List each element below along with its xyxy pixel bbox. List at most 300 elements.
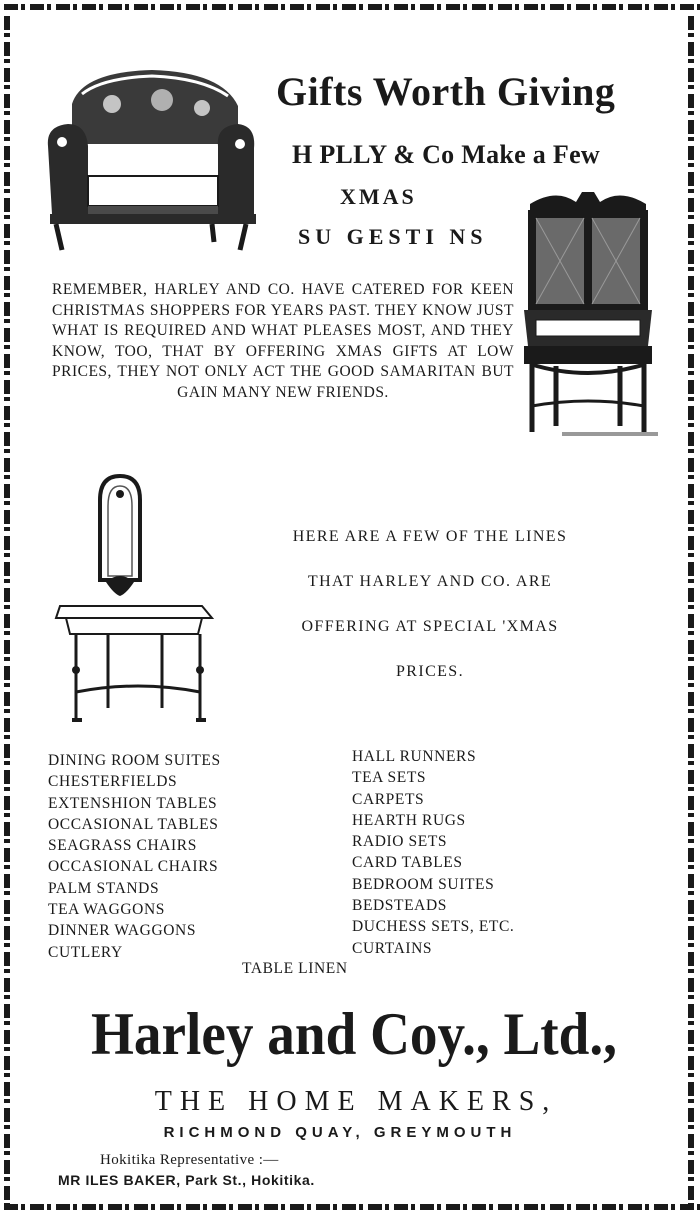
border-dash	[446, 1204, 460, 1210]
border-dash	[688, 120, 694, 134]
border-dash	[688, 822, 694, 836]
border-dash	[186, 4, 200, 10]
border-dash	[688, 354, 694, 368]
border-dash	[688, 1047, 694, 1051]
tagline: THE HOME MAKERS,	[154, 1086, 558, 1117]
border-dash	[4, 172, 10, 186]
border-dash	[654, 4, 668, 10]
list-item: CURTAINS	[352, 939, 433, 957]
border-dash	[4, 137, 10, 141]
border-dash	[4, 163, 10, 167]
border-dash	[134, 4, 148, 10]
list-item: CHESTERFIELDS	[48, 773, 178, 791]
border-dash	[151, 1204, 155, 1210]
border-dash	[281, 1204, 285, 1210]
border-dash	[4, 1047, 10, 1051]
list-item: HALL RUNNERS	[352, 748, 477, 765]
border-dash	[688, 406, 694, 420]
border-dash	[4, 796, 10, 810]
armchair-illustration	[42, 64, 260, 254]
border-dash	[688, 293, 694, 297]
border-dash	[688, 709, 694, 713]
subheading-suggestions: SU GESTI NS	[298, 224, 488, 249]
border-dash	[688, 1021, 694, 1025]
border-dash	[688, 458, 694, 472]
border-dash	[688, 770, 694, 784]
border-dash	[688, 1125, 694, 1129]
border-dash	[264, 4, 278, 10]
representative-label: Hokitika Representative :—	[100, 1152, 279, 1168]
border-dash	[688, 146, 694, 160]
border-dash	[645, 4, 649, 10]
border-dash	[4, 1186, 10, 1200]
border-dash	[515, 1204, 519, 1210]
border-dash	[4, 822, 10, 836]
border-dash	[688, 1134, 694, 1148]
border-dash	[688, 94, 694, 108]
subheading-xmas: XMAS	[340, 184, 417, 209]
border-dash	[688, 423, 694, 427]
border-dash	[333, 1204, 337, 1210]
border-dash	[4, 735, 10, 739]
border-dash	[515, 4, 519, 10]
border-dash	[203, 1204, 207, 1210]
border-dash	[56, 1204, 70, 1210]
border-dash	[4, 1004, 10, 1018]
border-dash	[688, 657, 694, 661]
list-item-table-linen: TABLE LINEN	[242, 960, 348, 977]
border-dash	[394, 4, 408, 10]
border-dash	[602, 1204, 616, 1210]
border-dash	[654, 1204, 668, 1210]
border-dash	[688, 796, 694, 810]
border-dash	[576, 4, 590, 10]
border-dash	[498, 1204, 512, 1210]
company-name: Harley and Coy., Ltd.,	[90, 1001, 617, 1067]
border-dash	[472, 4, 486, 10]
border-dash	[4, 839, 10, 843]
list-item: RADIO SETS	[352, 833, 448, 851]
border-dash	[4, 770, 10, 784]
border-dash	[688, 1177, 694, 1181]
border-dash	[688, 1151, 694, 1155]
border-dash	[4, 380, 10, 394]
border-dash	[576, 1204, 590, 1210]
border-dash	[21, 4, 25, 10]
border-dash	[4, 718, 10, 732]
border-dash	[385, 1204, 389, 1210]
border-dash	[4, 16, 10, 30]
border-dash	[4, 683, 10, 687]
border-dash	[56, 4, 70, 10]
border-dash	[688, 969, 694, 973]
border-dash	[688, 501, 694, 505]
border-dash	[688, 1160, 694, 1174]
border-dash	[4, 1030, 10, 1044]
border-dash	[688, 267, 694, 271]
border-dash	[688, 371, 694, 375]
border-dash	[4, 371, 10, 375]
product-list-left	[48, 750, 221, 963]
border-dash	[4, 432, 10, 446]
border-dash	[4, 59, 10, 63]
border-dash	[125, 4, 129, 10]
border-dash	[342, 4, 356, 10]
border-dash	[47, 4, 51, 10]
border-dash	[4, 666, 10, 680]
lines-intro-line: THAT HARLEY AND CO. ARE	[307, 573, 553, 590]
border-dash	[4, 397, 10, 401]
border-dash	[4, 449, 10, 453]
representative-name: MR ILES BAKER, Park St., Hokitika.	[58, 1172, 315, 1188]
border-dash	[411, 4, 415, 10]
border-dash	[394, 1204, 408, 1210]
border-dash	[4, 68, 10, 82]
border-dash	[688, 978, 694, 992]
border-dash	[688, 848, 694, 862]
subheading-company: H PLLY & Co Make a Few	[292, 140, 600, 169]
border-dash	[688, 787, 694, 791]
border-dash	[4, 94, 10, 108]
border-dash	[688, 189, 694, 193]
border-dash	[4, 562, 10, 576]
border-dash	[4, 33, 10, 37]
border-dash	[4, 484, 10, 498]
border-dash	[688, 1108, 694, 1122]
border-dash	[368, 1204, 382, 1210]
border-dash	[593, 1204, 597, 1210]
border-dash	[688, 215, 694, 219]
border-dash	[342, 1204, 356, 1210]
border-dash	[281, 4, 285, 10]
border-dash	[4, 1073, 10, 1077]
border-dash	[4, 328, 10, 342]
border-dash	[446, 4, 460, 10]
border-dash	[688, 614, 694, 628]
border-dash	[4, 631, 10, 635]
list-item: DINNER WAGGONS	[48, 922, 197, 940]
border-dash	[688, 137, 694, 141]
list-item: EXTENSHION TABLES	[48, 794, 218, 812]
border-dash	[550, 4, 564, 10]
border-dash	[688, 1030, 694, 1044]
border-dash	[316, 4, 330, 10]
border-dash	[82, 1204, 96, 1210]
border-dash	[4, 293, 10, 297]
border-dash	[134, 1204, 148, 1210]
border-dash	[359, 1204, 363, 1210]
border-dash	[628, 4, 642, 10]
border-dash	[688, 111, 694, 115]
bureau-bookcase-illustration	[516, 186, 660, 442]
border-dash	[4, 510, 10, 524]
border-dash	[688, 475, 694, 479]
border-dash	[688, 683, 694, 687]
border-dash	[688, 1099, 694, 1103]
border-dash	[688, 68, 694, 82]
border-dash	[688, 198, 694, 212]
border-dash	[688, 692, 694, 706]
border-dash	[4, 761, 10, 765]
border-dash	[4, 1108, 10, 1122]
border-dash	[316, 1204, 330, 1210]
border-dash	[688, 588, 694, 602]
border-dash	[688, 16, 694, 30]
border-dash	[4, 458, 10, 472]
border-dash	[498, 4, 512, 10]
border-dash	[688, 1203, 694, 1207]
border-dash	[645, 1204, 649, 1210]
list-item: CARPETS	[352, 790, 425, 808]
border-dash	[420, 1204, 434, 1210]
border-dash	[688, 397, 694, 401]
border-dash	[4, 848, 10, 862]
border-dash	[4, 42, 10, 56]
border-dash	[688, 735, 694, 739]
border-dash	[4, 267, 10, 271]
border-dash	[619, 1204, 623, 1210]
border-dash	[680, 4, 694, 10]
border-dash	[4, 1125, 10, 1129]
border-dash	[4, 224, 10, 238]
list-item: OCCASIONAL TABLES	[48, 815, 219, 833]
border-dash	[186, 1204, 200, 1210]
border-dash	[4, 943, 10, 947]
border-dash	[4, 4, 18, 10]
border-dash	[4, 319, 10, 323]
border-dash	[4, 1177, 10, 1181]
border-dash	[4, 588, 10, 602]
border-dash	[688, 163, 694, 167]
border-dash	[550, 1204, 564, 1210]
border-dash	[567, 4, 571, 10]
border-dash	[264, 1204, 278, 1210]
border-dash	[688, 510, 694, 524]
border-dash	[99, 4, 103, 10]
border-dash	[4, 865, 10, 869]
border-dash	[489, 1204, 493, 1210]
border-dash	[593, 4, 597, 10]
border-dash	[688, 172, 694, 186]
border-dash	[463, 1204, 467, 1210]
border-dash	[688, 839, 694, 843]
intro-paragraph: REMEMBER, HARLEY AND CO. HAVE CATERED FOR KEEN CHRISTMAS SHOPPERS FOR YEARS PAST. THEY KNOW JUST WHAT IS REQUIRED AND WHAT PLEASES MOST, AND THEY KNOW, TOO, THAT BY OFFERING XMAS GIFTS AT LOW PRICES, THEY NOT ONLY ACT THE GOOD SAMARITAN BUT GAIN MANY NEW FRIENDS.	[52, 281, 514, 401]
list-item: OCCASIONAL CHAIRS	[48, 858, 219, 876]
border-dash	[619, 4, 623, 10]
border-dash	[368, 4, 382, 10]
border-dash	[359, 4, 363, 10]
border-dash	[99, 1204, 103, 1210]
lines-intro-line: HERE ARE A FEW OF THE LINES	[292, 528, 568, 545]
border-dash	[4, 813, 10, 817]
border-dash	[688, 1082, 694, 1096]
border-dash	[4, 891, 10, 895]
border-dash	[688, 891, 694, 895]
border-dash	[4, 302, 10, 316]
list-item: TEA WAGGONS	[48, 901, 165, 919]
border-dash	[541, 1204, 545, 1210]
border-dash	[73, 1204, 77, 1210]
border-dash	[4, 1099, 10, 1103]
border-dash	[489, 4, 493, 10]
border-dash	[4, 1160, 10, 1174]
border-dash	[688, 328, 694, 342]
border-dash	[472, 1204, 486, 1210]
border-dash	[688, 1056, 694, 1070]
border-dash	[4, 952, 10, 966]
border-dash	[688, 605, 694, 609]
border-dash	[688, 449, 694, 453]
border-dash	[108, 1204, 122, 1210]
border-dash	[4, 1021, 10, 1025]
border-dash	[671, 1204, 675, 1210]
list-item: CUTLERY	[48, 943, 123, 961]
border-dash	[688, 33, 694, 37]
list-item: BEDSTEADS	[352, 897, 447, 915]
border-dash	[4, 345, 10, 349]
border-dash	[688, 527, 694, 531]
border-dash	[4, 1056, 10, 1070]
border-dash	[229, 1204, 233, 1210]
border-dash	[82, 4, 96, 10]
border-dash	[437, 1204, 441, 1210]
border-dash	[463, 4, 467, 10]
border-dash	[411, 1204, 415, 1210]
border-dash	[229, 4, 233, 10]
border-dash	[688, 917, 694, 921]
border-dash	[4, 553, 10, 557]
border-dash	[4, 536, 10, 550]
border-dash	[4, 1134, 10, 1148]
border-dash	[255, 4, 259, 10]
border-dash	[4, 475, 10, 479]
border-dash	[333, 4, 337, 10]
border-dash	[688, 718, 694, 732]
border-dash	[4, 423, 10, 427]
border-dash	[385, 4, 389, 10]
border-dash	[255, 1204, 259, 1210]
border-dash	[524, 1204, 538, 1210]
border-dash	[688, 85, 694, 89]
border-dash	[688, 536, 694, 550]
list-item: TEA SETS	[352, 769, 427, 787]
border-dash	[688, 995, 694, 999]
border-dash	[688, 276, 694, 290]
border-dash	[688, 744, 694, 758]
border-dash	[4, 605, 10, 609]
address: RICHMOND QUAY, GREYMOUTH	[163, 1124, 517, 1141]
border-dash	[160, 1204, 174, 1210]
border-dash	[628, 1204, 642, 1210]
border-dash	[688, 224, 694, 238]
border-dash	[4, 614, 10, 628]
border-dash	[688, 345, 694, 349]
border-dash	[688, 631, 694, 635]
hall-table-with-mirror-illustration	[52, 470, 222, 732]
border-dash	[4, 917, 10, 921]
border-dash	[688, 926, 694, 940]
border-dash	[212, 4, 226, 10]
list-item: BEDROOM SUITES	[352, 875, 495, 893]
border-dash	[238, 4, 252, 10]
border-dash	[4, 85, 10, 89]
border-dash	[688, 319, 694, 323]
border-dash	[688, 874, 694, 888]
border-dash	[4, 354, 10, 368]
border-dash	[688, 943, 694, 947]
border-dash	[4, 787, 10, 791]
list-item: CARD TABLES	[352, 854, 463, 872]
border-dash	[688, 1186, 694, 1200]
border-dash	[47, 1204, 51, 1210]
border-dash	[688, 900, 694, 914]
border-dash	[4, 527, 10, 531]
border-dash	[4, 926, 10, 940]
border-dash	[4, 995, 10, 999]
list-item: DINING ROOM SUITES	[48, 752, 221, 769]
border-dash	[177, 4, 181, 10]
border-dash	[177, 1204, 181, 1210]
border-dash	[4, 579, 10, 583]
border-dash	[688, 302, 694, 316]
border-dash	[4, 1203, 10, 1207]
border-dash	[307, 4, 311, 10]
border-dash	[602, 4, 616, 10]
border-dash	[4, 120, 10, 134]
border-dash	[125, 1204, 129, 1210]
border-dash	[4, 501, 10, 505]
border-dash	[4, 276, 10, 290]
list-item: DUCHESS SETS, ETC.	[352, 918, 515, 936]
border-dash	[671, 4, 675, 10]
list-item: PALM STANDS	[48, 879, 160, 897]
list-item: SEAGRASS CHAIRS	[48, 837, 197, 855]
border-dash	[4, 709, 10, 713]
border-dash	[4, 189, 10, 193]
border-dash	[4, 1082, 10, 1096]
border-dash	[4, 250, 10, 264]
border-dash	[688, 553, 694, 557]
lines-intro-line: OFFERING AT SPECIAL 'XMAS	[301, 618, 559, 635]
border-dash	[151, 4, 155, 10]
border-dash	[688, 250, 694, 264]
border-dash	[203, 4, 207, 10]
border-dash	[688, 42, 694, 56]
border-dash	[688, 432, 694, 446]
border-dash	[688, 640, 694, 654]
border-dash	[688, 484, 694, 498]
border-dash	[688, 813, 694, 817]
border-dash	[541, 4, 545, 10]
border-dash	[437, 4, 441, 10]
list-item: HEARTH RUGS	[352, 811, 466, 829]
border-dash	[30, 1204, 44, 1210]
headline: Gifts Worth Giving	[276, 69, 616, 114]
border-dash	[567, 1204, 571, 1210]
border-dash	[4, 198, 10, 212]
border-dash	[4, 215, 10, 219]
border-dash	[212, 1204, 226, 1210]
border-dash	[688, 865, 694, 869]
border-dash	[4, 241, 10, 245]
border-dash	[4, 744, 10, 758]
border-dash	[290, 4, 304, 10]
border-dash	[688, 579, 694, 583]
border-dash	[688, 562, 694, 576]
border-dash	[4, 1151, 10, 1155]
border-dash	[21, 1204, 25, 1210]
border-dash	[4, 111, 10, 115]
